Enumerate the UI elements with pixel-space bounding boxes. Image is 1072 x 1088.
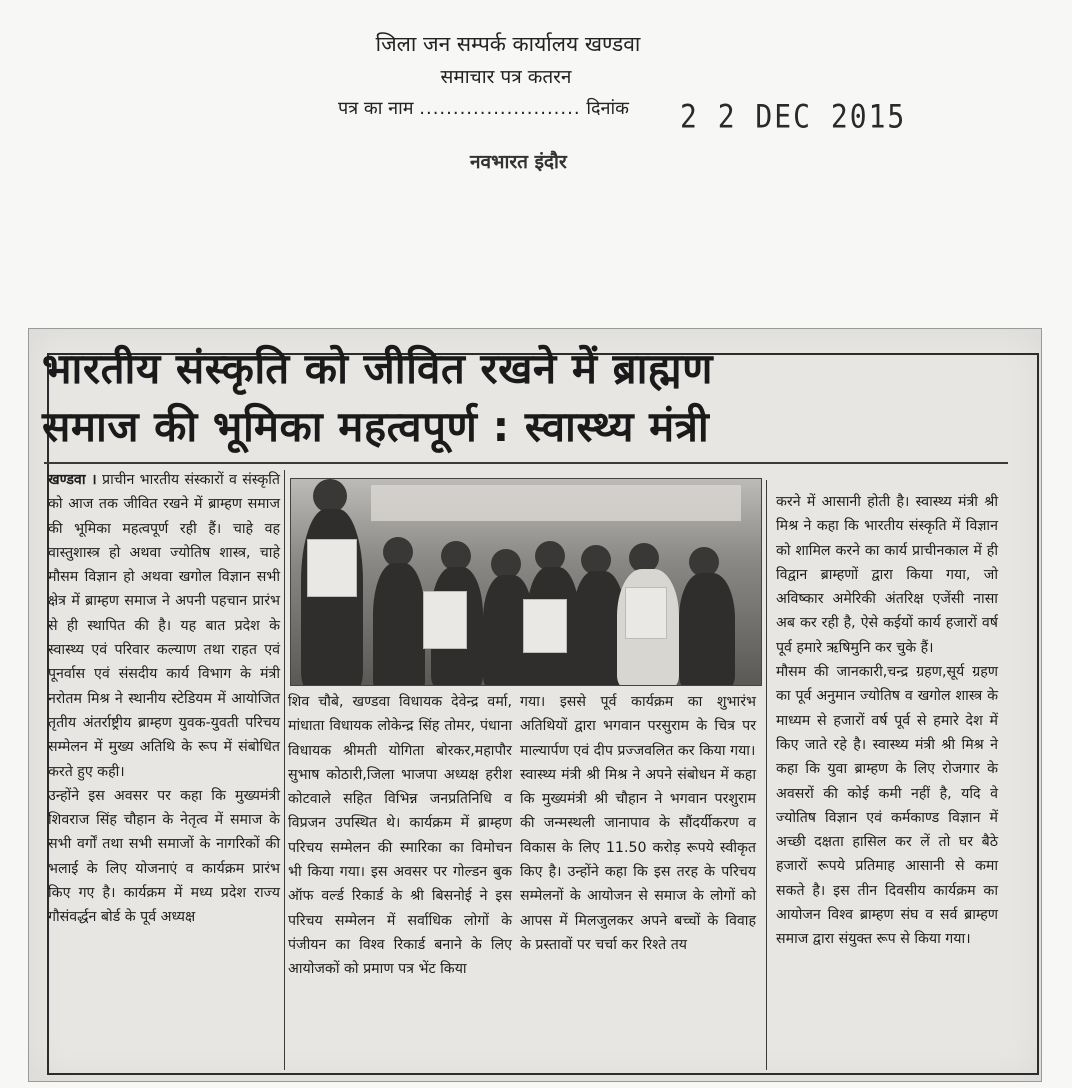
stage-banner [371,485,741,521]
headline-rule [44,462,1008,464]
event-photo [290,478,762,686]
article-headline [42,340,1002,456]
article-column-3 [520,690,756,957]
paragraph: उन्होंने इस अवसर पर कहा कि मुख्यमंत्री शिवराज सिंह चौहान के नेतृत्व में समाज के सभी वर्गों तथा सभी समाजों के नागरिकों की भलाई के लिए योजनाएं व कार्यक्रम प्रारंभ किए गए है। कार्यक्रम में मध्य प्रदेश राज्य गौसंवर्द्धन बोर्ड के पूर्व अध्यक्ष [48,787,280,926]
person [301,509,363,686]
paragraph: स्वास्थ्य मंत्री श्री मिश्र ने अपने संबोधन में कहा कि मुख्यमंत्री श्री चौहान ने भगवान परशुराम की जन्मस्थली जानापाव के सौंदर्यीकरण व विकास के लिए 11.50 करोड़ रूपये स्वीकृत किए है। उन्होंने कहा कि इस तरह के परिचय सम्मेलनों के आयोजन से समाज के लोगों को आपस में मिलजुलकर अपने बच्चों के विवाह के प्रस्तावों पर चर्चा कर रिश्ते तय [520,766,756,953]
date-stamp: 2 2 DEC 2015 [680,97,907,136]
paragraph: गया। इससे पूर्व कार्यक्रम का शुभारंभ अतिथियों द्वारा भगवान परसुराम के चित्र पर माल्यार्पण एवं दीप प्रज्जवलित कर किया गया। [520,694,756,759]
article-column-2 [288,690,512,982]
clipping-subtitle: समाचार पत्र कतरन [440,66,572,88]
newspaper-source: नवभारत इंदौर [470,151,567,173]
article-column-1 [48,468,280,930]
paragraph-text: प्राचीन भारतीय संस्कारों व संस्कृति को आज तक जीवित रखने में ब्राम्हण समाज की भूमिका महत्वपूर्ण रही हैं। चाहे वह वास्तुशास्त्र हो अथवा ज्योतिष शास्त्र, चाहे मौसम विज्ञान हो अथवा खगोल विज्ञान सभी क्षेत्र में ब्राम्हण समाज ने अपनी पहचान प्रारंभ से ही स्थापित की है। यह बात प्रदेश के स्वास्थ्य एवं परिवार कल्याण तथा राहत एवं पूनर्वास एवं संसदीय कार्य विभाग के मंत्री नरोतम मिश्र ने स्थानीय स्टेडियम में आयोजित तृतीय अंतर्राष्ट्रीय ब्राम्हण युवक-युवती परिचय सम्मेलन में मुख्य अतिथि के रूप में संबोधित करते हुए कही। [48,472,280,780]
paragraph [48,468,280,784]
article-column-4 [776,490,998,952]
person [679,573,735,686]
souvenir-booklet [523,599,567,653]
paper-name-label: पत्र का नाम [338,98,414,119]
paper-name-blank: ........................ [419,98,581,119]
paper-name-row [338,96,629,120]
person [373,563,425,686]
column-rule [766,480,767,1070]
office-stamp [0,0,1072,190]
headline-line-2: समाज की भूमिका महत्वपूर्ण : स्वास्थ्य मंत्री [42,402,710,451]
person-head [313,479,347,513]
date-label: दिनांक [586,98,630,119]
souvenir-booklet [625,587,667,639]
dateline: खण्डवा । [48,472,97,488]
paragraph: करने में आसानी होती है। स्वास्थ्य मंत्री श्री मिश्र ने कहा कि भारतीय संस्कृति में विज्ञान को शामिल करने का कार्य प्राचीनकाल में ही विद्वान ब्राम्हणों द्वारा किया गया, जो अविष्कार अमेरिकी अंतरिक्ष एजेंसी नासा अब कर रही है, ऐसे कईयों कार्य हजारों वर्ष पूर्व हमारे ऋषिमुनि कर चुके हैं। [776,494,998,656]
paragraph: मौसम की जानकारी,चन्द्र ग्रहण,सूर्य ग्रहण का पूर्व अनुमान ज्योतिष व खगोल शास्त्र के माध्यम से हजारों वर्ष पूर्व से हमारे देश में किए जाते रहे है। स्वास्थ्य मंत्री श्री मिश्र ने कहा कि युवा ब्राम्हण के लिए रोजगार के अवसरों की कोई कमी नहीं है, यदि वे ज्योतिष विज्ञान एवं कर्मकाण्ड विज्ञान में अच्छी दक्षता हासिल कर लें तो घर बैठे हजारों रूपये प्रतिमाह आसानी से कमा सकते है। इस तीन दिवसीय कार्यक्रम का आयोजन विश्व ब्राम्हण संघ व सर्व ब्राम्हण समाज द्वारा संयुक्त रूप से किया गया। [776,664,998,948]
souvenir-booklet [423,591,467,649]
paragraph: शिव चौबे, खण्डवा विधायक देवेन्द्र वर्मा, मांधाता विधायक लोकेन्द्र सिंह तोमर, पंधाना विधायक श्रीमती योगिता बोरकर,महापौर सुभाष कोठारी,जिला भाजपा अध्यक्ष हरीश कोटवाले सहित विभिन्न जनप्रतिनिधि व विप्रजन उपस्थित थे। कार्यक्रम में ब्राम्हण परिचय सम्मेलन की स्मारिका का विमोचन भी किया गया। इस अवसर पर गोल्डन बुक ऑफ वर्ल्ड रिकार्ड के श्री बिसनोई ने इस परिचय सम्मेलन में सर्वाधिक लोगों के पंजीयन का विश्व रिकार्ड बनाने के लिए आयोजकों को प्रमाण पत्र भेंट किया [288,694,512,978]
column-rule [284,470,285,1070]
souvenir-booklet [307,539,357,597]
headline-line-1: भारतीय संस्कृति को जीवित रखने में ब्राह्मण [42,344,713,393]
office-name: जिला जन सम्पर्क कार्यालय खण्डवा [375,32,641,56]
